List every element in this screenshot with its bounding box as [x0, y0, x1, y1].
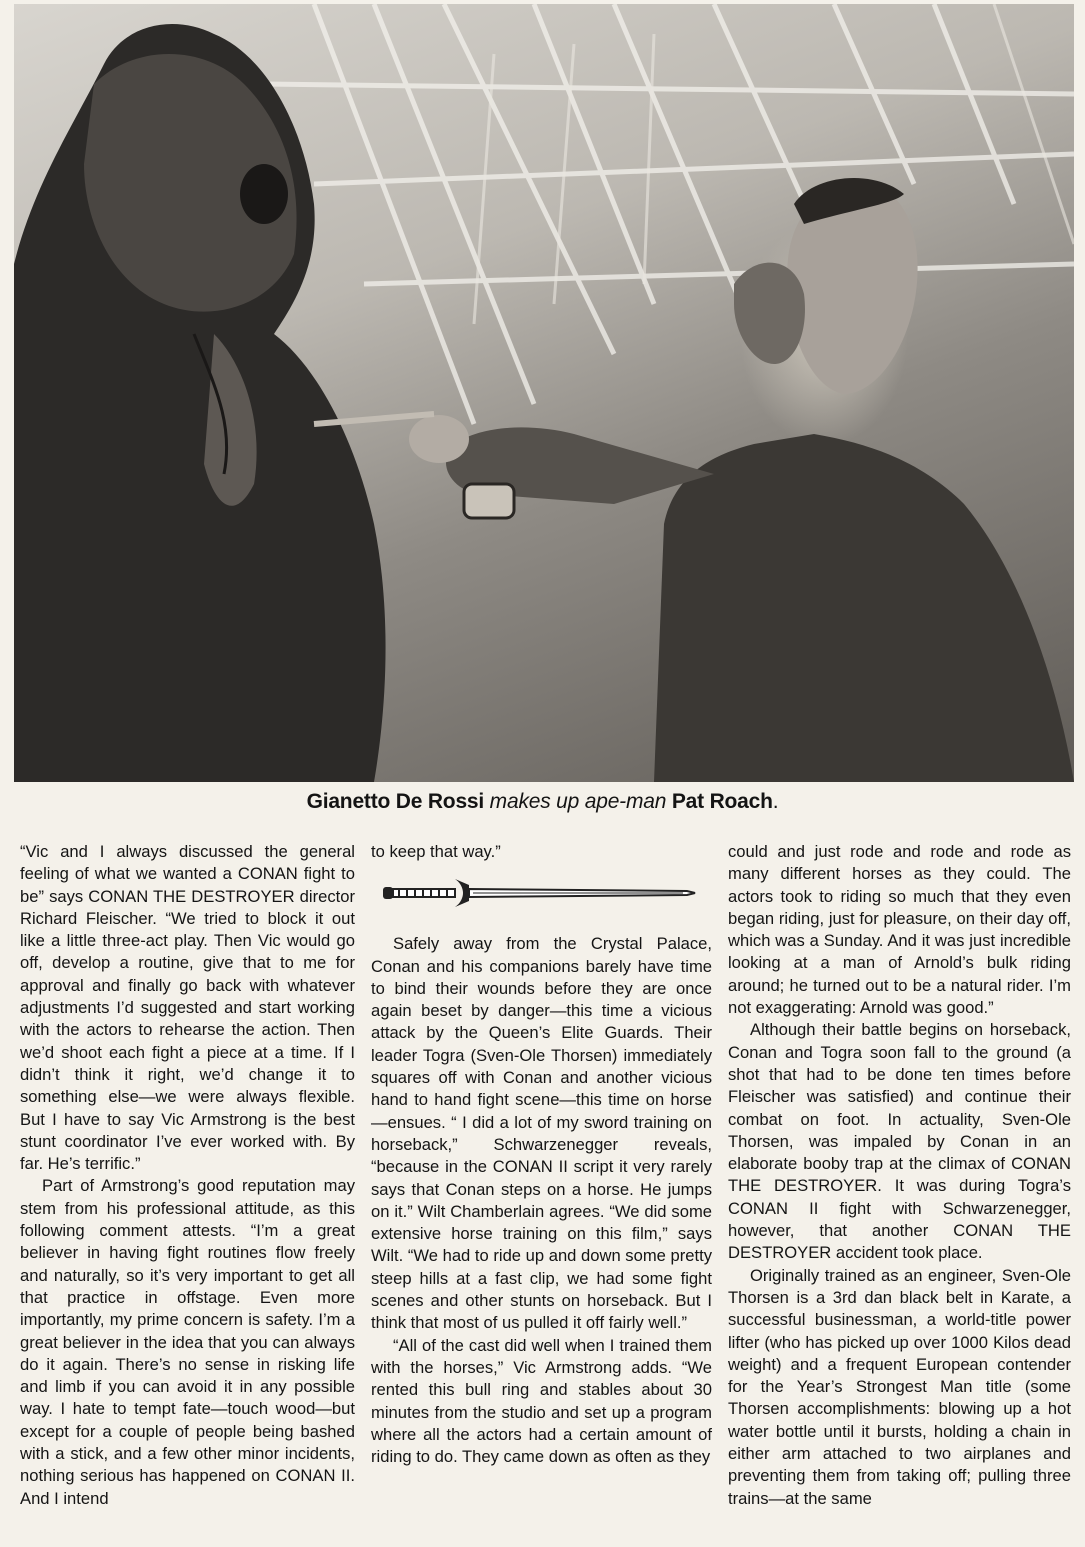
paragraph: “All of the cast did well when I trained them with the horses,” Vic Armstrong adds. “We rented this bull ring and stables about 30 minutes from the studio and set up a program where all the actors had a certain amount of riding to do. They came down as often as they — [371, 1335, 712, 1467]
paragraph: Safely away from the Crystal Palace, Conan and his companions barely have time to bind their wounds before they are once again beset by danger—this time a vicious attack by the Queen’s Elite Guards. Their leader Togra (Sven-Ole Thorsen) immediately squares off with Conan and another vicious hand to hand fight scene—this time on horse—ensues. “ I did a lot of my sword training on horseback,” Schwarzenegger reveals, “because in the CONAN II script it very rarely says that Conan steps on a horse. He jumps on it.” Wilt Chamberlain agrees. “We did some extensive horse training on this film,” says Wilt. “We had to ride up and down some pretty steep hills at a fast clip, we had some fight scenes and other stunts on horseback. But I think that most of us pulled it off fairly well.” — [371, 934, 712, 1333]
photo-illustration — [14, 4, 1074, 782]
paragraph: Originally trained as an engineer, Sven-Ole Thorsen is a 3rd dan black belt in Karate, a successful businessman, a world-title power lifter (who has picked up over 1000 Kilos dead weight) and a frequent European contender for the Year’s Strongest Man title (some Thorsen accomplishments: blowing up a hot water bottle until it bursts, holding a chain in either arm attached to two airplanes and preventing them from taking off; pulling three trains—at the same — [728, 1265, 1071, 1508]
paragraph: “Vic and I always discussed the general feeling of what we wanted a CONAN fight to be” says CONAN THE DESTROYER director Richard Fleischer. “We tried to block it out like a little three-act play. Then Vic would go off, develop a routine, give that to me for approval and finally go back with whatever adjustments I’d suggested and start working with the actors to rehearse the action. Then we’d shoot each fight a piece at a time. If I didn’t think it right, we’d change it to something else—we were always flexible. But I have to say Vic Armstrong is the best stunt coordinator I’ve ever worked with. By far. He’s terrific.” — [20, 842, 355, 1174]
caption-name2: Pat Roach — [671, 790, 773, 813]
paragraph: Although their battle begins on horseback, Conan and Togra soon fall to the ground (a shot that had to be done ten times before Fleischer was satisfied) and continue their combat on foot. In actuality, Sven-Ole Thorsen, was impaled by Conan in an elaborate booby trap at the climax of CONAN THE DESTROYER. It was during Togra’s CONAN II fight with Schwarzenegger, however, that another CONAN THE DESTROYER accident took place. — [728, 1020, 1071, 1263]
photo-caption — [0, 790, 1085, 814]
column-2 — [371, 841, 712, 1468]
column-3 — [728, 841, 1071, 1510]
caption-name1: Gianetto De Rossi — [306, 790, 485, 813]
paragraph: Part of Armstrong’s good reputation may stem from his professional attitude, as this following comment attests. “I’m a great believer in having fight routines flow freely and naturally, so it’s very important to get all that practice in offstage. Even more importantly, my prime concern is safety. I’m a great believer in the idea that you can always do it again. There’s no sense in risking life and limb if you can avoid it in any possible way. I hate to tempt fate—touch wood—but except for a couple of people being bashed with a stick, and a few other minor incidents, nothing serious has happened on CONAN II. And I intend — [20, 1176, 355, 1508]
photo — [14, 4, 1074, 782]
paragraph: could and just rode and rode and rode as many different horses as they could. The actors took to riding so much that they even began riding, just for pleasure, on their day off, which was a Sunday. And it was just incredible looking at a man of Arnold’s bulk riding around; he turned out to be a natural rider. I’m not exaggerating: Arnold was good.” — [728, 842, 1071, 1018]
sword-divider-icon — [377, 873, 712, 913]
caption-middle: makes up ape-man — [484, 790, 672, 813]
paragraph: to keep that way.” — [371, 842, 501, 861]
makeup-artist-figure — [654, 434, 1074, 782]
caption-end: . — [772, 790, 779, 813]
column-1 — [20, 841, 355, 1510]
